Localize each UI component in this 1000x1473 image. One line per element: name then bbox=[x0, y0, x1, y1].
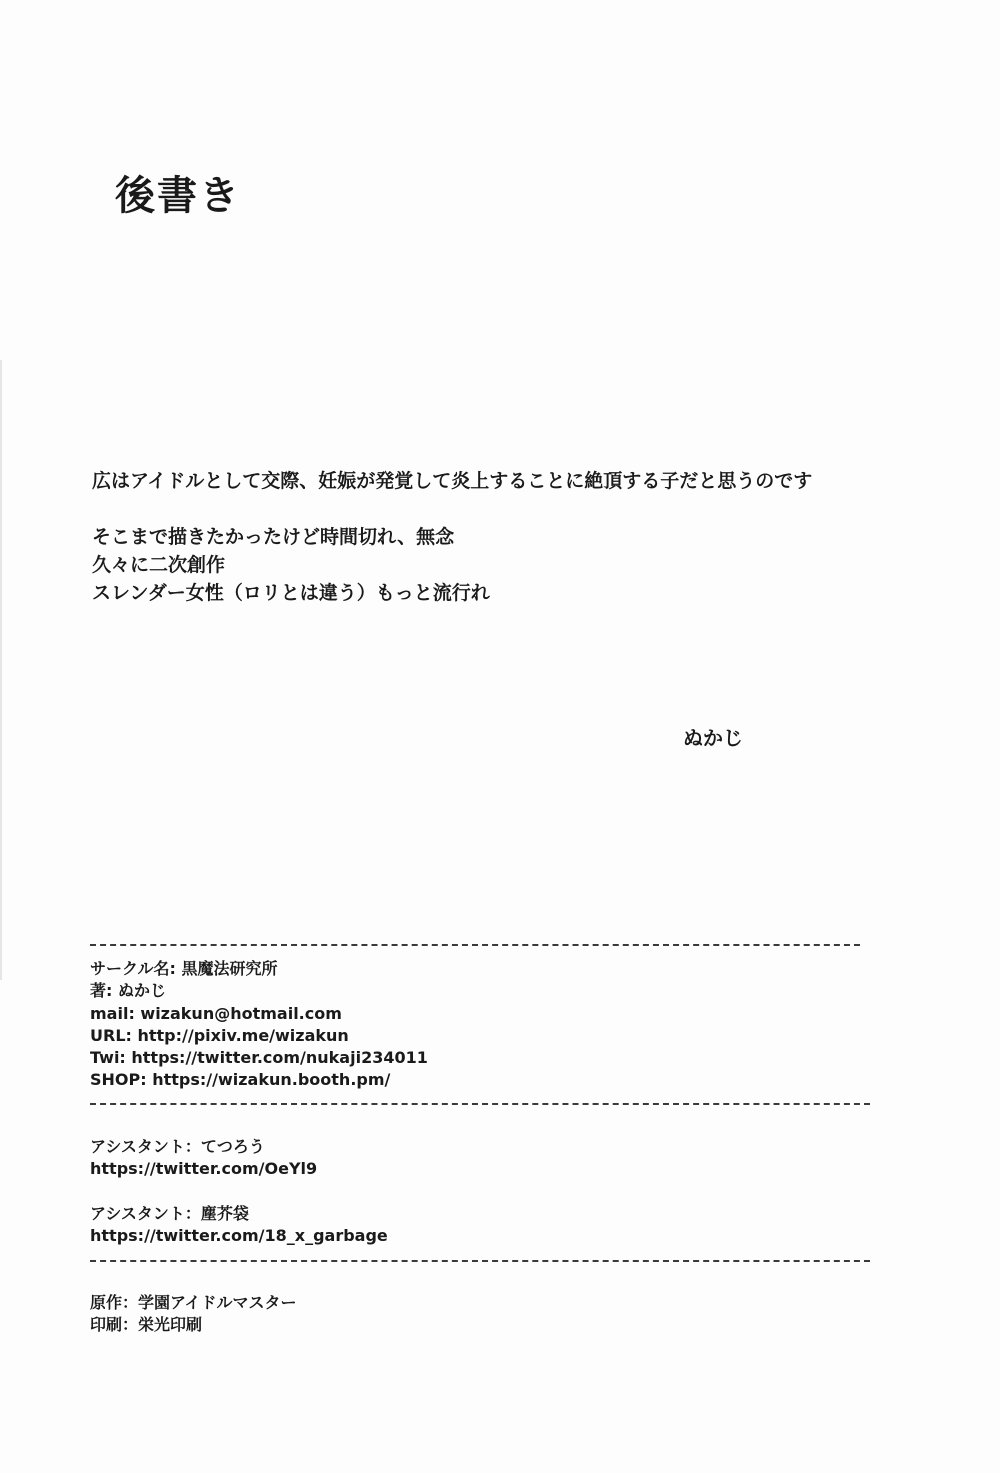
mail-address: mail: wizakun@hotmail.com bbox=[90, 1004, 342, 1023]
divider-middle bbox=[90, 1103, 870, 1105]
page-title: 後書き bbox=[115, 173, 241, 219]
author-name: 著: ぬかじ bbox=[90, 981, 166, 1000]
author-signature: ぬかじ bbox=[683, 726, 743, 750]
afterword-line-3: 久々に二次創作 bbox=[92, 554, 226, 576]
assistant-2-label: アシスタント：塵芥袋 bbox=[90, 1204, 249, 1223]
printer: 印刷：栄光印刷 bbox=[90, 1315, 203, 1334]
assistant-1-label: アシスタント：てつろう bbox=[90, 1137, 265, 1156]
page-edge-shadow bbox=[0, 360, 2, 980]
pixiv-url: URL: http://pixiv.me/wizakun bbox=[90, 1026, 349, 1045]
assistant-2-link: https://twitter.com/18_x_garbage bbox=[90, 1226, 388, 1245]
divider-top bbox=[90, 944, 860, 946]
divider-bottom bbox=[90, 1260, 870, 1262]
assistant-1-link: https://twitter.com/OeYl9 bbox=[90, 1159, 318, 1178]
shop-url: SHOP: https://wizakun.booth.pm/ bbox=[90, 1070, 391, 1089]
twitter-url: Twi: https://twitter.com/nukaji234011 bbox=[90, 1048, 428, 1067]
circle-name: サークル名: 黒魔法研究所 bbox=[90, 959, 278, 978]
afterword-line-4: スレンダー女性（ロリとは違う）もっと流行れ bbox=[92, 582, 490, 604]
original-work: 原作：学園アイドルマスター bbox=[90, 1293, 297, 1312]
afterword-line-1: 広はアイドルとして交際、妊娠が発覚して炎上することに絶頂する子だと思うのです bbox=[92, 470, 813, 492]
afterword-line-2: そこまで描きたかったけど時間切れ、無念 bbox=[92, 526, 455, 548]
